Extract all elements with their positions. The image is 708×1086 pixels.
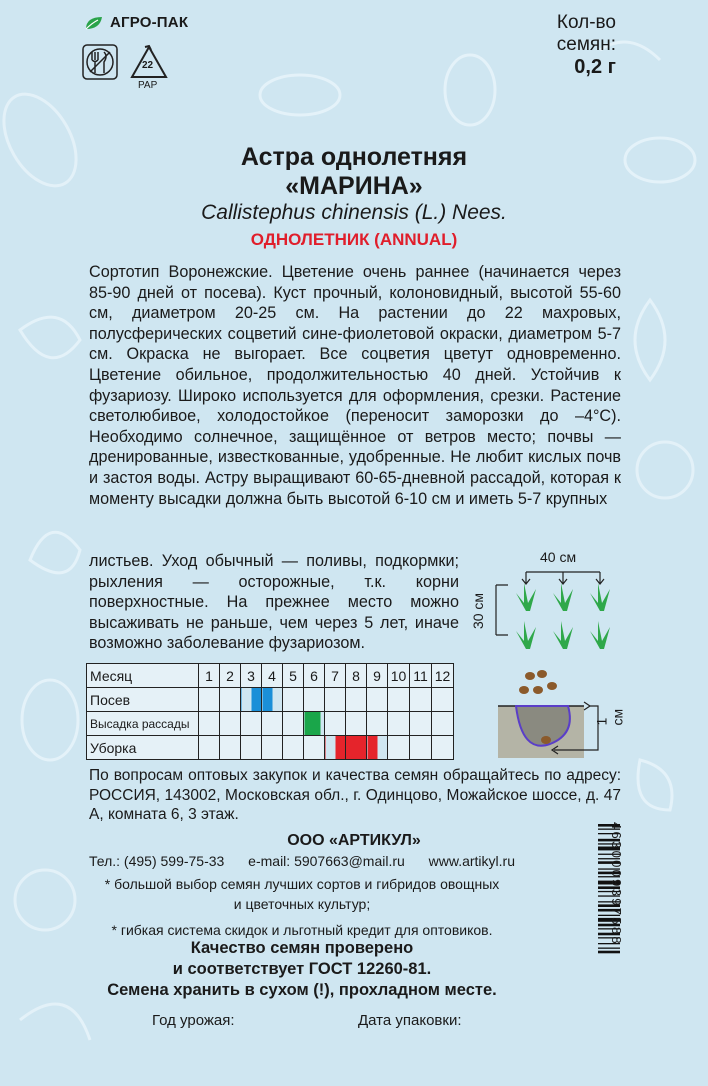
calendar-row-harvest [87,736,454,760]
month-12: 12 [432,664,454,688]
description-continued-text: листьев. Уход обычный — поливы, подкормки; рыхления — осторожные, т.к. корни поверхностные. На прежнее место можно высаживать не раньше, чем через 5 лет, иначе возможно заболевание фузариозом. [89,552,459,653]
recycle-symbol [128,44,170,94]
not-for-food-icon [82,44,118,80]
calendar-row-sowing [87,688,454,712]
seedling-icons [516,583,610,649]
description-main: Сортотип Воронежские. Цветение очень раннее (начинается через 85-90 дней от посева). Куст прочный, колоновидный, высотой 55-60 см, диаметром 20-25 см. На растении до 22 махровых, полусферических соцветий сине-фиолетовой окраски, диаметром 5-7 см. Окраска не выгорает. Все соцветия цветут одновременно. Цветение обильное, продолжительностью 40 дней. Устойчив к фузариозу. Широко используется для оформления, срезки. Растение светолюбивое, холодостойкое (переносит заморозки до –4°С). Необходимо солнечное, защищённое от ветров место; почвы — дренированные, известкованные, удобренные. Не любит кислых почв и застоя воды. Астру выращивают 60-65-дневной рассадой, которая к моменту высадки должна быть высотой 6-10 см и иметь 5-7 крупных [89,263,621,508]
quality-statement [89,938,515,1001]
bullet-2: * гибкая система скидок и льготный кредит для оптовиков. [111,922,493,938]
variety-name: «МАРИНА» [285,172,423,200]
company-name: ООО «АРТИКУЛ» [287,832,421,849]
barcode-number: 4630009397588 [609,822,624,946]
bullet-1b: и цветочных культур; [233,896,371,912]
sowing-mark [241,688,262,712]
quality-line-2: и соответствует ГОСТ 12260-81. [172,960,432,978]
leaf-logo-icon [84,15,104,31]
month-6: 6 [304,664,325,688]
harvest-year-label: Год урожая: [152,1012,235,1029]
sowing-calendar [86,663,454,760]
month-8: 8 [346,664,367,688]
contact-info [89,766,621,825]
quantity-label-1: Кол-во [556,12,616,33]
month-9: 9 [367,664,388,688]
packaging-icons [82,44,170,94]
seed-quantity [557,12,616,78]
transplant-mark [304,712,325,736]
description [89,262,621,509]
quantity-value: 0,2 г [574,56,616,78]
recycle-number: 22 [142,60,154,71]
recycle-code: PAP [138,80,158,91]
quantity-label-2: семян: [556,34,616,55]
quality-line-1: Качество семян проверено [190,939,414,957]
calendar-row-transplant [87,712,454,736]
month-11: 11 [410,664,432,688]
contact-text: По вопросам оптовых закупок и качества семян обращайтесь по адресу: РОССИЯ, 143002, Московская обл., г. Одинцово, Можайское шоссе, д. 47 А, комната 6, 3 этаж. [89,767,621,823]
brand-name: АГРО-ПАК [110,14,189,31]
depth-label: 1 см [593,708,626,726]
month-2: 2 [220,664,241,688]
plant-spacing-label: 30 см [470,592,487,630]
seeds-icon [519,670,557,694]
bullet-1a: * большой выбор семян лучших сортов и гибридов овощных [104,876,500,892]
harvest-mark [367,736,388,760]
row-label-transplant: Высадка рассады [87,712,199,736]
row-spacing-label: 40 см [540,549,577,565]
email: e-mail: 5907663@mail.ru [248,853,405,869]
planting-scheme [472,545,622,665]
plant-type: ОДНОЛЕТНИК (ANNUAL) [250,230,458,249]
month-3: 3 [241,664,262,688]
month-1: 1 [199,664,220,688]
quality-line-3: Семена хранить в сухом (!), прохладном месте. [107,981,497,999]
calendar-header-label: Месяц [87,664,199,688]
row-label-harvest: Уборка [87,736,199,760]
pack-date-label: Дата упаковки: [358,1012,462,1029]
month-7: 7 [325,664,346,688]
month-4: 4 [262,664,283,688]
harvest-mark [325,736,346,760]
website: www.artikyl.ru [428,853,515,869]
month-5: 5 [283,664,304,688]
calendar-header-row [87,664,454,688]
latin-name: Callistephus chinensis (L.) Nees. [201,201,507,224]
row-label-sowing: Посев [87,688,199,712]
offer-bullets [89,874,515,940]
sowing-mark [262,688,283,712]
harvest-mark [346,736,367,760]
phone: Тел.: (495) 599-75-33 [89,853,225,869]
description-continued [89,551,459,654]
brand-logo [84,14,188,31]
month-10: 10 [388,664,410,688]
contact-line [89,853,515,869]
plant-name: Астра однолетняя [240,143,468,171]
sowing-depth-diagram [498,664,626,758]
